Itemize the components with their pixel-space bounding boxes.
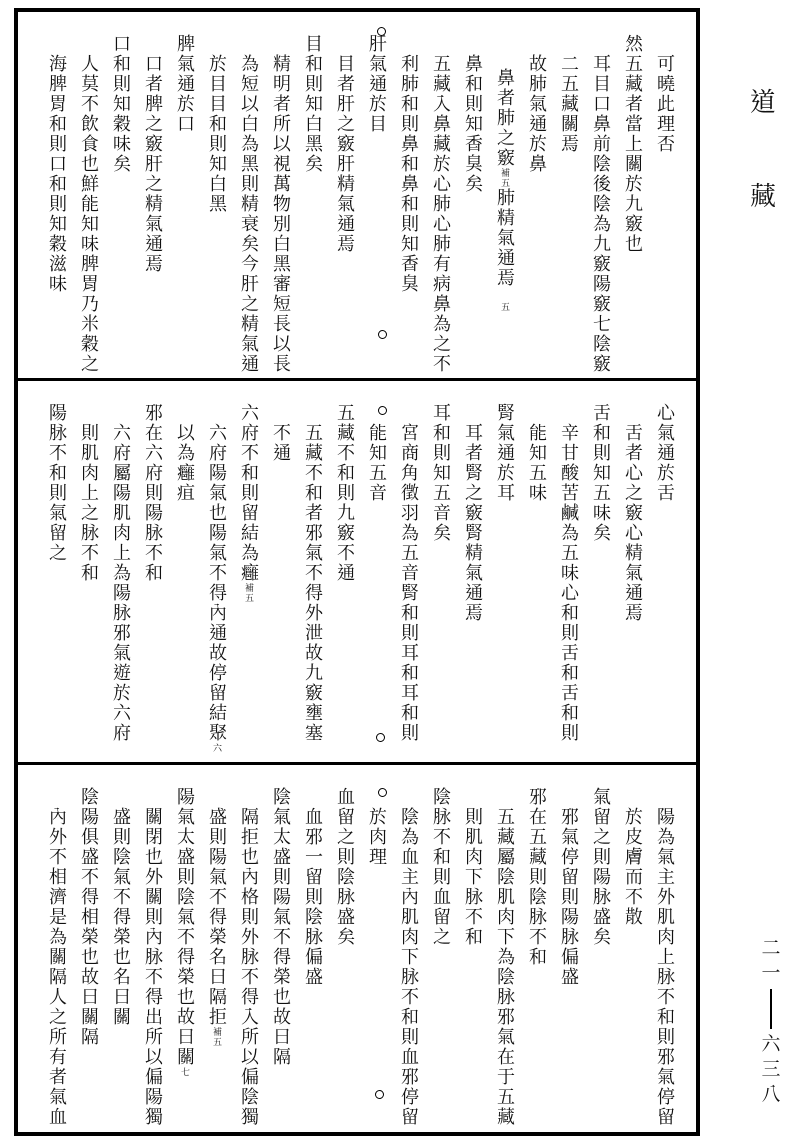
text-column [72, 385, 104, 758]
text-column [200, 16, 232, 374]
text-column [488, 769, 520, 1128]
text-columns-top [18, 12, 696, 378]
column-text: 五藏不和則九竅不通 [334, 403, 355, 583]
text-column [456, 16, 488, 374]
margin-label-dao: 道 [749, 88, 776, 118]
column-text: 六府陽氣也陽氣不得內通故停留結聚 [206, 423, 227, 743]
text-column [520, 769, 552, 1128]
text-column [40, 769, 72, 1128]
text-section-top [18, 12, 696, 378]
margin-label-zang: 藏 [749, 182, 776, 212]
column-text: 能知五味 [526, 423, 547, 503]
column-text: 為短以白為黑則精衰矣今肝之精氣通 [238, 54, 259, 374]
column-text: 隔拒也內格則外脉不得入所以偏陰獨 [238, 807, 259, 1127]
column-text: 不通 [270, 423, 291, 463]
text-column [616, 16, 648, 374]
text-column [424, 16, 456, 374]
text-column [200, 769, 232, 1128]
text-column [552, 769, 584, 1128]
text-column [360, 385, 392, 758]
column-text: 以為癰疽 [174, 423, 195, 503]
column-text: 辛甘酸苦鹹為五味心和則舌和舌和則 [558, 423, 579, 743]
column-text: 舌和則知五味矣 [590, 403, 611, 543]
column-text: 精明者所以視萬物別白黑審短長以長 [270, 54, 291, 374]
paragraph-circle-mark [378, 788, 387, 797]
page-frame [14, 8, 700, 1136]
column-text: 耳者腎之竅腎精氣通焉 [462, 423, 483, 623]
text-column [232, 385, 264, 758]
text-column [328, 16, 360, 374]
text-column [520, 385, 552, 758]
column-text: 目和則知白黑矣 [302, 34, 323, 174]
annotation-note: 補五 [499, 168, 509, 188]
text-section-middle [18, 381, 696, 762]
paragraph-circle-mark [377, 27, 386, 36]
text-column [168, 385, 200, 758]
paragraph-circle-mark [378, 406, 387, 415]
text-column [136, 16, 168, 374]
page-number-digit: 三 [761, 1058, 781, 1080]
text-column [648, 16, 680, 374]
column-text: 盛則陰氣不得榮也名曰關 [110, 807, 131, 1027]
column-text: 舌者心之竅心精氣通焉 [622, 423, 643, 623]
column-text: 利肺和則鼻和鼻和則知香臭 [398, 54, 419, 294]
page-number-digit: 二 [761, 937, 781, 959]
column-text: 口和則知穀味矣 [110, 34, 131, 174]
annotation-note: 七 [179, 1067, 189, 1077]
column-text: 血留之則陰脉盛矣 [334, 787, 355, 947]
text-column [648, 385, 680, 758]
annotation-note: 六 [211, 743, 221, 753]
column-text: 宮商角徵羽為五音腎和則耳和耳和則 [398, 423, 419, 743]
column-text: 血邪一留則陰脉偏盛 [302, 807, 323, 987]
text-column [136, 769, 168, 1128]
text-column [296, 16, 328, 374]
column-text: 脾氣通於口 [174, 34, 195, 134]
text-column [200, 385, 232, 758]
column-text: 口者脾之竅肝之精氣通焉 [142, 54, 163, 274]
text-columns-bottom [18, 765, 696, 1132]
column-text: 則肌肉上之脉不和 [78, 423, 99, 583]
paragraph-circle-mark [375, 1090, 384, 1099]
text-column [136, 385, 168, 758]
column-text: 人莫不飲食也鮮能知味脾胃乃米穀之 [78, 54, 99, 374]
column-text: 能知五音 [366, 423, 387, 503]
annotation-note: 補五 [211, 1027, 221, 1047]
column-text: 腎氣通於耳 [494, 403, 515, 503]
annotation-note: 補五 [243, 583, 253, 603]
text-column [648, 769, 680, 1128]
column-text: 陰為血主內肌肉下脉不和則血邪停留 [398, 807, 419, 1127]
text-column [488, 16, 520, 374]
column-text: 五藏屬陰肌肉下為陰脉邪氣在于五藏 [494, 807, 515, 1127]
page-number-dash [770, 989, 772, 1029]
text-column [392, 769, 424, 1128]
text-column [264, 16, 296, 374]
text-column [456, 385, 488, 758]
column-text: 海脾胃和則口和則知穀滋味 [46, 54, 67, 294]
text-column [296, 385, 328, 758]
column-text: 陽為氣主外肌肉上脉不和則邪氣停留 [654, 807, 675, 1127]
column-text: 關閉也外關則內脉不得出所以偏陽獨 [142, 807, 163, 1127]
text-column [360, 16, 392, 374]
text-column [104, 769, 136, 1128]
column-text: 邪氣停留則陽脉偏盛 [558, 807, 579, 987]
column-text: 則肌肉下脉不和 [462, 807, 483, 947]
column-text: 目者肝之竅肝精氣通焉 [334, 54, 355, 254]
column-text: 盛則陽氣不得榮名曰隔拒 [206, 807, 227, 1027]
text-column [168, 16, 200, 374]
text-column [584, 385, 616, 758]
text-column [40, 385, 72, 758]
column-text: 肝氣通於目 [366, 34, 387, 134]
column-text: 於皮膚而不散 [622, 807, 643, 927]
text-columns-middle [18, 381, 696, 762]
text-column [392, 385, 424, 758]
column-text: 五藏入鼻藏於心肺心肺有病鼻為之不 [430, 54, 451, 374]
text-column [296, 769, 328, 1128]
column-text: 邪在五藏則陰脉不和 [526, 787, 547, 967]
column-text: 故肺氣通於鼻 [526, 54, 547, 174]
text-column [72, 769, 104, 1128]
column-text: 耳目口鼻前陰後陰為九竅陽竅七陰竅 [590, 54, 611, 374]
column-text: 陰氣太盛則陽氣不得榮也故曰隔 [270, 787, 291, 1067]
text-column [232, 769, 264, 1128]
page-number [756, 936, 786, 1107]
text-column [520, 16, 552, 374]
column-text: 鼻者肺之竅 [494, 68, 515, 168]
text-column [552, 385, 584, 758]
column-text: 二五藏關焉 [558, 54, 579, 154]
column-text: 可曉此理否 [654, 54, 675, 154]
column-text: 肺精氣通焉 [494, 188, 515, 288]
text-column [264, 385, 296, 758]
text-column [40, 16, 72, 374]
column-text: 然五藏者當上關於九竅也 [622, 34, 643, 254]
text-column [72, 16, 104, 374]
text-column [232, 16, 264, 374]
text-column [616, 385, 648, 758]
text-column [552, 16, 584, 374]
text-column [424, 769, 456, 1128]
column-text: 陽氣太盛則陰氣不得榮也故曰關 [174, 787, 195, 1067]
text-column [360, 769, 392, 1128]
page-number-digit: 八 [761, 1083, 781, 1105]
text-column [456, 769, 488, 1128]
text-column [168, 769, 200, 1128]
column-text: 內外不相濟是為關隔人之所有者氣血 [46, 807, 67, 1127]
column-text: 陽脉不和則氣留之 [46, 403, 67, 563]
annotation-note: 五 [499, 302, 509, 312]
column-text: 氣留之則陽脉盛矣 [590, 787, 611, 947]
text-column [616, 769, 648, 1128]
column-text: 陰陽俱盛不得相榮也故曰關隔 [78, 787, 99, 1047]
text-column [488, 385, 520, 758]
page-number-digit: 六 [761, 1033, 781, 1055]
column-text: 邪在六府則陽脉不和 [142, 403, 163, 583]
text-column [264, 769, 296, 1128]
text-column [392, 16, 424, 374]
column-text: 六府屬陽肌肉上為陽脉邪氣遊於六府 [110, 423, 131, 743]
column-text: 六府不和則留結為癰 [238, 403, 259, 583]
text-column [584, 16, 616, 374]
text-column [328, 385, 360, 758]
column-text: 心氣通於舌 [654, 403, 675, 503]
column-text: 鼻和則知香臭矣 [462, 54, 483, 194]
column-text: 於肉理 [366, 807, 387, 867]
text-section-bottom [18, 765, 696, 1132]
column-text: 五藏不和者邪氣不得外泄故九竅壅塞 [302, 423, 323, 743]
text-column [104, 385, 136, 758]
text-column [424, 385, 456, 758]
text-column [328, 769, 360, 1128]
column-text: 陰脉不和則血留之 [430, 787, 451, 947]
text-column [584, 769, 616, 1128]
text-column [104, 16, 136, 374]
column-text: 耳和則知五音矣 [430, 403, 451, 543]
page-number-digit: 一 [761, 962, 781, 984]
column-text: 於目目和則知白黑 [206, 54, 227, 214]
paragraph-circle-mark [376, 733, 385, 742]
paragraph-circle-mark [378, 330, 387, 339]
